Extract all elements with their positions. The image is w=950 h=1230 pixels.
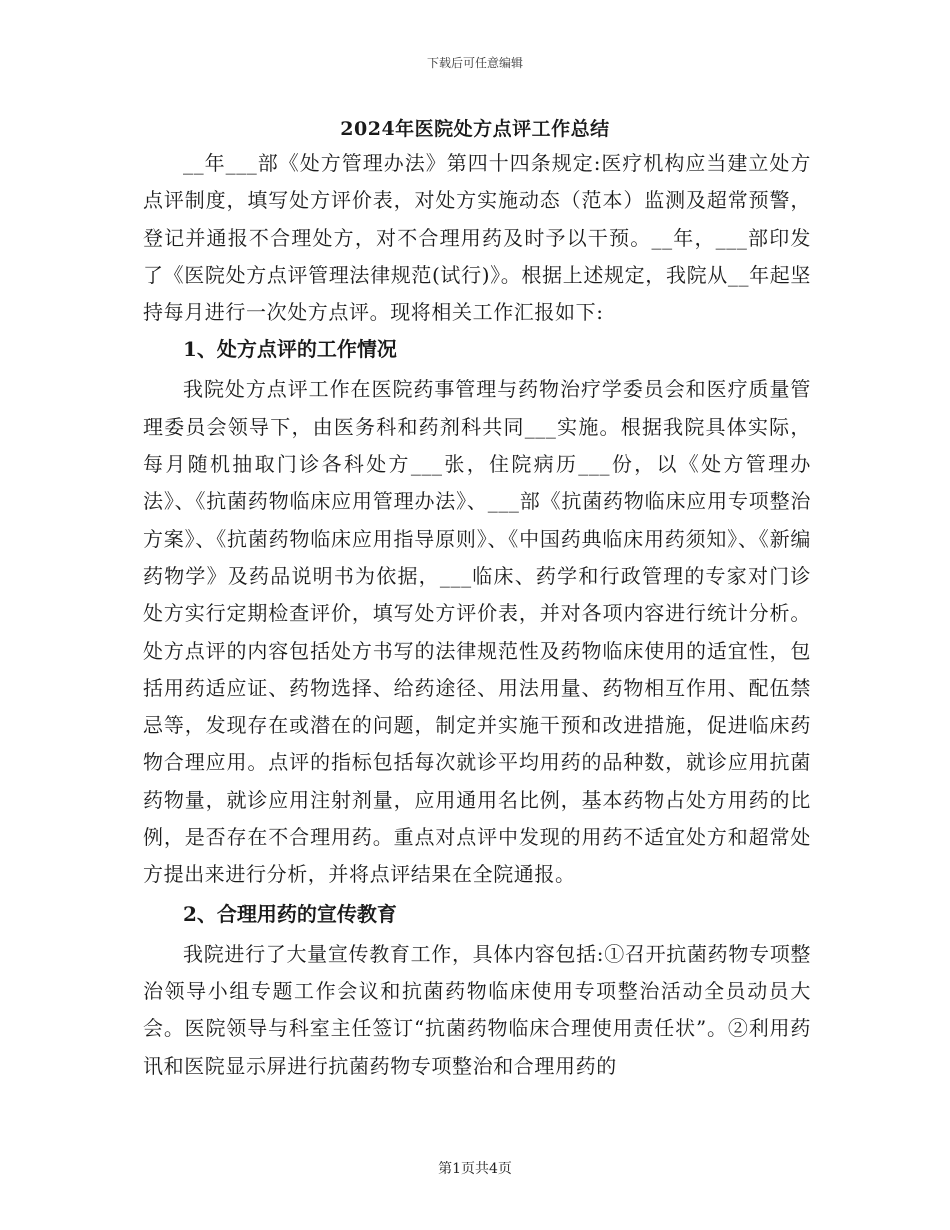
document-body [143,145,811,1085]
section-1-paragraph: 我院处方点评工作在医院药事管理与药物治疗学委员会和医疗质量管理委员会领导下，由医务科和药剂科共同___实施。根据我院具体实际，每月随机抽取门诊各科处方___张，住院病历___份，以《处方管理办法》、《抗菌药物临床应用管理办法》、___部《抗菌药物临床应用专项整治方案》、《抗菌药物临床应用指导原则》、《中国药典临床用药须知》、《新编药物学》及药品说明书为依据，___临床、药学和行政管理的专家对门诊处方实行定期检查评价，填写处方评价表，并对各项内容进行统计分析。处方点评的内容包括处方书写的法律规范性及药物临床使用的适宜性，包括用药适应证、药物选择、给药途径、用法用量、药物相互作用、配伍禁忌等，发现存在或潜在的问题，制定并实施干预和改进措施，促进临床药物合理应用。点评的指标包括每次就诊平均用药的品种数，就诊应用抗菌药物量，就诊应用注射剂量，应用通用名比例，基本药物占处方用药的比例，是否存在不合理用药。重点对点评中发现的用药不适宜处方和超常处方提出来进行分析，并将点评结果在全院通报。 [143,377,811,887]
page-footer: 第1页共4页 [438,1161,512,1177]
section-1-heading: 1、处方点评的工作情况 [183,337,397,362]
page-header: 下载后可任意编辑 [426,56,523,70]
section-2-heading: 2、合理用药的宣传教育 [183,901,397,926]
intro-paragraph: __年___部《处方管理办法》第四十四条规定:医疗机构应当建立处方点评制度，填写处方评价表，对处方实施动态（范本）监测及超常预警，登记并通报不合理处方，对不合理用药及时予以干预。__年，___部印发了《医院处方点评管理法律规范(试行)》。根据上述规定，我院从__年起坚持每月进行一次处方点评。现将相关工作汇报如下: [143,151,811,325]
section-2-paragraph: 我院进行了大量宣传教育工作，具体内容包括:①召开抗菌药物专项整治领导小组专题工作会议和抗菌药物临床使用专项整治活动全员动员大会。医院领导与科室主任签订“抗菌药物临床合理使用责任状”。②利用药讯和医院显示屏进行抗菌药物专项整治和合理用药的 [143,941,811,1078]
document-title: 2024年医院处方点评工作总结 [340,118,610,140]
